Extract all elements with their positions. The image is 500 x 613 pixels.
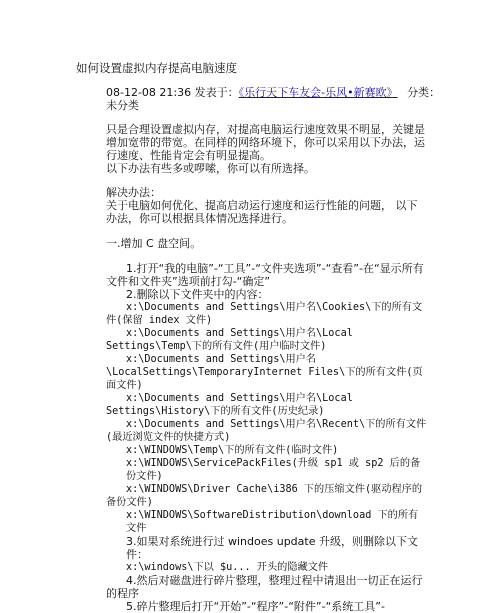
list-item: 3.如果对系统进行过 windoes update 升级，则删除以下文件：: [126, 535, 418, 561]
category-label: 分类：: [407, 86, 441, 99]
list-item: 5.碎片整理后打开“开始”-“程序”-“附件”-“系统工具”-: [126, 600, 385, 613]
list-item: x:\WINDOWS\Temp\下的所有文件(临时文件): [126, 445, 339, 456]
page-title: 如何设置虚拟内存提高电脑速度: [76, 61, 237, 75]
article-body: [106, 86, 441, 613]
posted-label: 发表于：: [194, 86, 239, 99]
list-item: x:\Documents and Settings\用户名\Local Settings\Temp\下的所有文件(用户临时文件): [106, 328, 353, 352]
section-heading: 一.增加 C 盘空间。: [106, 237, 202, 250]
list-item: x:\Documents and Settings\用户名\Recent\下的所有文件(最近浏览文件的快捷方式): [106, 419, 427, 443]
list-item: x:\WINDOWS\Driver Cache\i386 下的压缩文件(驱动程序的备份文件): [106, 484, 423, 508]
blog-link[interactable]: 《乐行天下车友会-乐风•新赛欧》: [238, 86, 398, 99]
list-item: x:\Documents and Settings\用户名\Local Settings\History\下的所有文件(历史纪录): [106, 393, 353, 417]
solution-heading: 解决办法：: [106, 186, 161, 199]
list-item: x:\Documents and Settings\用户名\LocalSettings\TemporaryInternet Files\下的所有文件(页面文件): [106, 354, 423, 391]
list-item: 4.然后对磁盘进行碎片整理，整理过程中请退出一切正在运行的程序: [106, 574, 423, 600]
list-item: x:\Documents and Settings\用户名\Cookies\下的所有文件(保留 index 文件): [106, 302, 423, 326]
intro-paragraph: 只是合理设置虚拟内存，对提高电脑运行速度效果不明显，关键是增加宽带的带宽。在同样的网络环境下，你可以采用以下办法，运行速度、性能肯定会有明显提高。: [106, 123, 425, 162]
list-item: x:\windows\下以 $u... 开头的隐藏文件: [126, 562, 329, 573]
steps-list: [106, 262, 428, 613]
category-value: 未分类: [106, 99, 139, 112]
list-item: 2.删除以下文件夹中的内容：: [126, 288, 269, 301]
list-item: 1.打开“我的电脑”-“工具”-“文件夹选项”-“查看”-在“显示所有文件和文件夹”选项前打勾-“确定”: [106, 262, 424, 288]
intro-paragraph: 以下办法有些多或啰嗦，你可以有所选择。: [106, 162, 315, 175]
post-meta: [106, 86, 441, 99]
list-item: x:\WINDOWS\SoftwareDistribution\download 下的所有文件: [126, 510, 419, 534]
solution-text: 关于电脑如何优化、提高启动运行速度和运行性能的问题， 以下办法，你可以根据具体情况选择进行。: [106, 199, 418, 225]
intro-section: [106, 123, 428, 175]
list-item: x:\WINDOWS\ServicePackFiles(升级 sp1 或 sp2 后的备份文件): [126, 458, 421, 482]
post-date: 08-12-08 21:36: [106, 86, 192, 99]
